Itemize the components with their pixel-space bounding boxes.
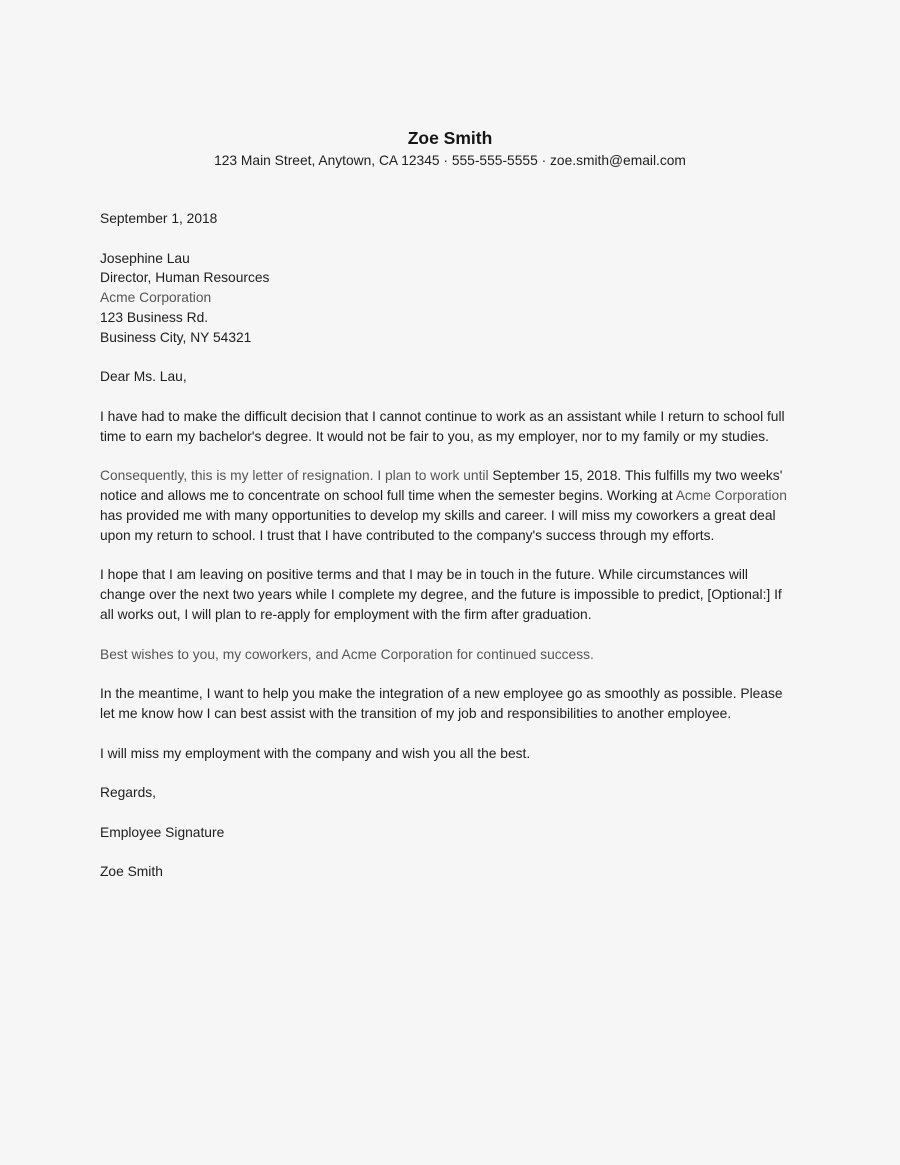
paragraph-miss-employment: I will miss my employment with the company and wish you all the best. (100, 745, 531, 761)
recipient-name: Josephine Lau (100, 250, 190, 266)
recipient-title: Director, Human Resources (100, 270, 270, 286)
letter-body (100, 209, 794, 882)
paragraph-decision: I have had to make the difficult decision that I cannot continue to work as an assistant while I return to school full time to earn my bachelor's degree. It would not be fair to you, as my employer, nor to my family or my studies. (100, 408, 785, 444)
closing-signature-label: Employee Signature (100, 824, 225, 840)
recipient-city: Business City, NY 54321 (100, 329, 252, 345)
salutation: Dear Ms. Lau, (100, 369, 187, 385)
closing-name: Zoe Smith (100, 864, 163, 880)
paragraph-transition: In the meantime, I want to help you make the integration of a new employee go as smoothly as possible. Please let me know how I can best assist with the transition of my job and responsibilities to another employee. (100, 686, 783, 721)
paragraph-resignation-intro: Consequently, this is my letter of resignation. I plan to work until (100, 468, 493, 484)
recipient-street: 123 Business Rd. (100, 309, 209, 325)
paragraph-resignation-company: Acme Corporation (675, 488, 787, 504)
closing-regards: Regards, (100, 785, 156, 801)
sender-contact-line: 123 Main Street, Anytown, CA 12345 · 555-555-5555 · zoe.smith@email.com (214, 153, 686, 168)
paragraph-best-wishes: Best wishes to you, my coworkers, and Acme Corporation for continued success. (100, 646, 594, 662)
paragraph-resignation (100, 466, 794, 545)
paragraph-resignation-rest: has provided me with many opportunities to develop my skills and career. I will miss my coworkers a great deal upon my return to school. I trust that I have contributed to the company's success through my efforts. (100, 507, 776, 543)
recipient-address-block (100, 249, 794, 348)
paragraph-resignation-date-text: September 15, 2018. This fulfills my two weeks' notice and allows me to concentrate on school full time when the semester begins. Working at (100, 468, 783, 504)
paragraph-positive-terms: I hope that I am leaving on positive terms and that I may be in touch in the future. While circumstances will change over the next two years while I complete my degree, and the future is impossible to predict, [Optional:] If all works out, I will plan to re-apply for employment with the firm after graduation. (100, 567, 782, 622)
letter-date: September 1, 2018 (100, 211, 218, 226)
recipient-company: Acme Corporation (100, 290, 212, 306)
sender-name: Zoe Smith (407, 128, 493, 148)
letter-header (0, 0, 900, 172)
